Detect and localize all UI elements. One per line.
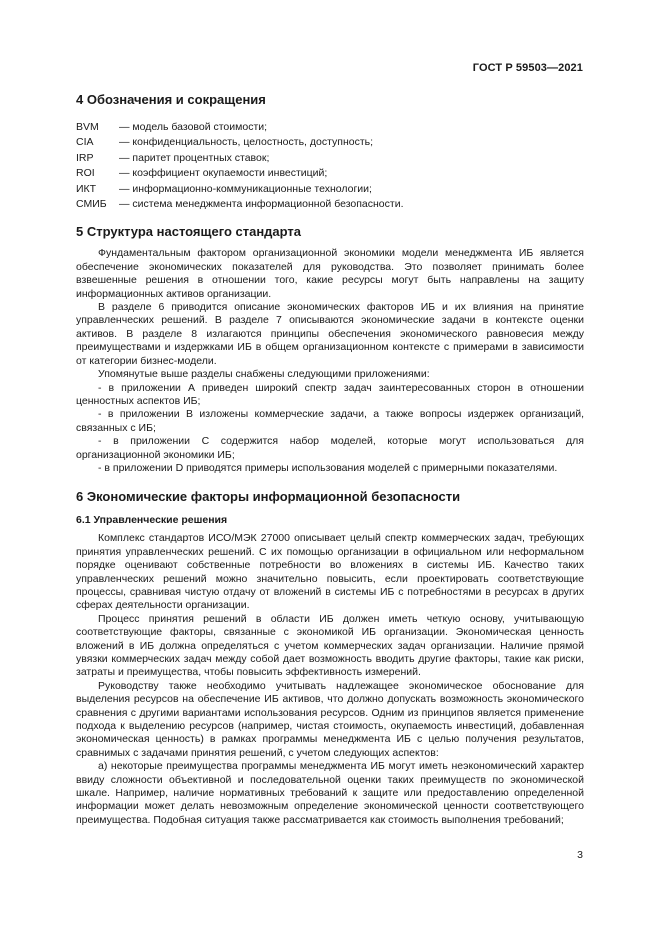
abbreviation-term: СМИБ [76, 198, 107, 211]
abbreviation-row [76, 197, 584, 212]
list-item: - в приложении В изложены коммерческие задачи, а также вопросы издержек организаций, связанных с ИБ; [76, 408, 584, 434]
page-content [76, 88, 584, 827]
list-item: - в приложении А приведен широкий спектр задач заинтересованных сторон в отношении ценностных аспектов ИБ; [76, 381, 584, 407]
abbreviation-term: IRP [76, 151, 94, 164]
list-item: - в приложении D приводятся примеры использования моделей с примерными показателями. [98, 461, 558, 474]
page-number: 3 [577, 849, 583, 861]
section-6-1-body [76, 532, 584, 827]
paragraph: Руководству также необходимо учитывать надлежащее экономическое обоснование для выделения ресурсов на обеспечение ИБ активов, что должно допускать возможность экономического сравнения с другими вариантами использования ресурсов. Одним из принципов является применение подхода к выделению ресурсов (например, чистая стоимость, окупаемость инвестиций, добавленная экономическая ценность) в рамках программы менеджмента ИБ с целью получения результатов, сравнимых с задачами принятия решений, с учетом следующих аспектов: [76, 679, 584, 759]
list-item: а) некоторые преимущества программы менеджмента ИБ могут иметь неэкономический характер ввиду сложности объективной и последовательной оценки таких преимуществ по экономической шкале. Например, наличие нормативных требований к защите или предоставлению определенной информации может делать невозможным определение экономической ценности соответствующего преимущества. Подобная ситуация также рассматривается как стоимость выполнения требований; [76, 760, 584, 826]
abbreviation-definition: — паритет процентных ставок; [119, 151, 270, 164]
abbreviation-term: ИКТ [76, 182, 97, 195]
abbreviation-row [76, 120, 584, 135]
section-4-title: 4 Обозначения и сокращения [76, 92, 266, 107]
abbreviation-term: CIA [76, 136, 94, 149]
abbreviation-row [76, 182, 584, 197]
paragraph: Комплекс стандартов ИСО/МЭК 27000 описывает целый спектр коммерческих задач, требующих принятия управленческих решений. С их помощью организации в официальном или неформальном порядке оценивают собственные потребности во вложениях в системы ИБ. Качество таких управленческих решений можно значительно повысить, если проектировать соответствующие процессы, сравнивая чистую отдачу от вложений в системы ИБ с потребностями в ресурсах в других сферах деятельности организации. [76, 532, 584, 612]
subsection-6-1-title: 6.1 Управленческие решения [76, 514, 228, 527]
abbreviation-definition: — система менеджмента информационной безопасности. [119, 198, 404, 211]
paragraph: Упомянутые выше разделы снабжены следующими приложениями: [98, 368, 430, 381]
abbreviation-term: ROI [76, 167, 95, 180]
paragraph: В разделе 6 приводится описание экономических факторов ИБ и их влияния на принятие управленческих решений. В разделе 7 описываются экономические задачи в контексте оценки активов. В разделе 8 излагаются принципы обеспечения экономического равновесия между преимуществами и издержками ИБ в общем организационном контексте с примерами в зависимости от категории бизнес-модели. [76, 301, 584, 367]
abbreviation-definition: — коэффициент окупаемости инвестиций; [119, 167, 328, 180]
paragraph: Процесс принятия решений в области ИБ должен иметь четкую основу, учитывающую соответствующие факторы, связанные с экономикой ИБ организации. Экономическая ценность вложений в ИБ должна определяться с учетом коммерческих задач организации. Наличие прямой увязки коммерческих задач между собой дает возможность вводить другие факторы, такие как риски, затраты и преимущества, чтобы повысить эффективность измерений. [76, 612, 584, 679]
abbreviation-definition: — информационно-коммуникационные технологии; [119, 182, 372, 195]
abbreviation-list [76, 120, 584, 212]
standard-id: ГОСТ Р 59503—2021 [472, 62, 583, 74]
abbreviation-row [76, 135, 584, 150]
section-5-title: 5 Структура настоящего стандарта [76, 224, 302, 240]
paragraph: Фундаментальным фактором организационной экономики модели менеджмента ИБ является обеспечение экономических показателей для руководства. Это позволяет принимать более взвешенные решения в отношении того, какие ресурсы могут быть направлены на защиту информационных активов организации. [76, 247, 584, 300]
abbreviation-definition: — конфиденциальность, целостность, доступность; [119, 136, 374, 149]
abbreviation-term: BVM [76, 121, 99, 133]
abbreviation-row [76, 166, 584, 181]
abbreviation-row [76, 151, 584, 166]
section-5-body [76, 247, 584, 475]
abbreviation-definition: — модель базовой стоимости; [119, 121, 268, 133]
section-6-title: 6 Экономические факторы информационной безопасности [76, 489, 461, 505]
list-item: - в приложении С содержится набор моделей, которые могут использоваться для организационной экономики ИБ; [76, 435, 584, 461]
